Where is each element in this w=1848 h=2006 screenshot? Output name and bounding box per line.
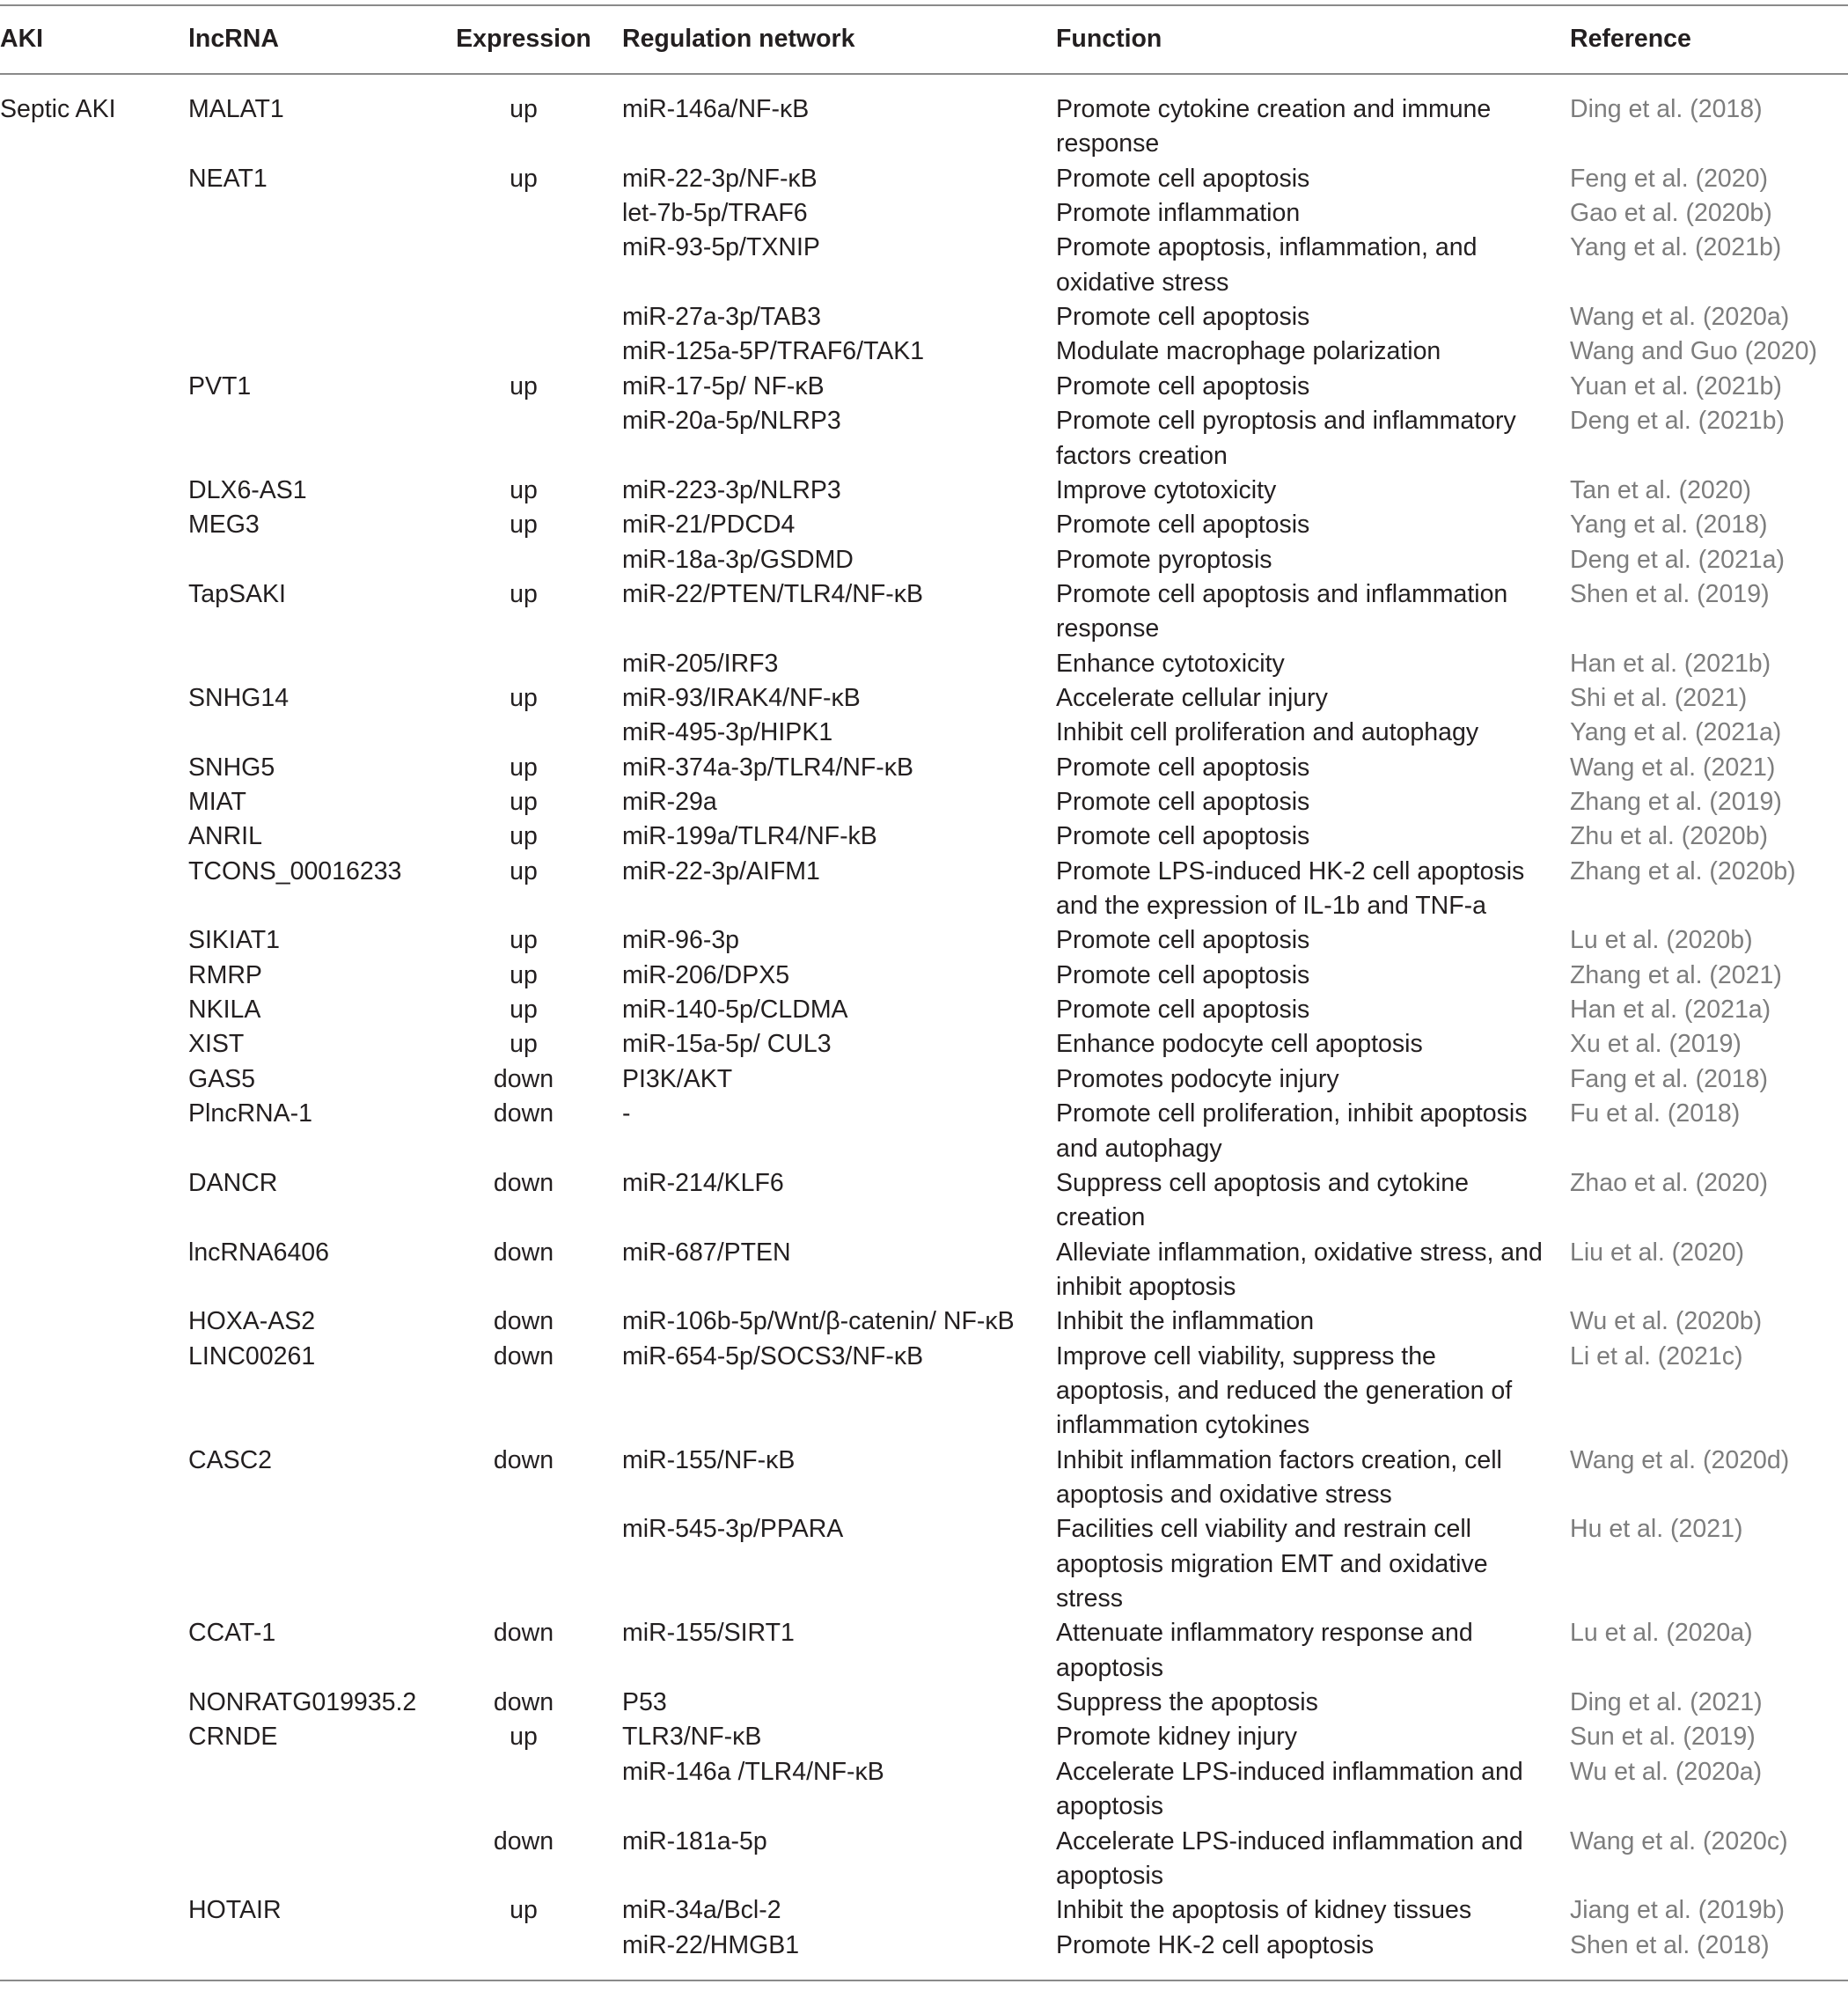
function-line: Promote cell apoptosis bbox=[1056, 164, 1310, 193]
lncrna-cell: GAS5 bbox=[188, 1064, 256, 1093]
reference-link: Gao et al. (2020b) bbox=[1570, 199, 1772, 228]
expression-cell: up bbox=[510, 960, 538, 989]
function-line: creation bbox=[1056, 1203, 1146, 1232]
expression-cell: up bbox=[510, 579, 538, 608]
reference-link: Zhang et al. (2021) bbox=[1570, 960, 1782, 989]
lncrna-cell: LINC00261 bbox=[188, 1341, 316, 1370]
expression-cell: up bbox=[510, 95, 538, 123]
reference-link: Wang et al. (2020c) bbox=[1570, 1826, 1788, 1855]
lncrna-cell: PVT1 bbox=[188, 371, 252, 400]
reference-link: Fu et al. (2018) bbox=[1570, 1099, 1741, 1128]
header-regulation-network: Regulation network bbox=[622, 25, 855, 53]
function-line: Promote apoptosis, inflammation, and bbox=[1056, 233, 1478, 262]
top-rule bbox=[0, 4, 1848, 6]
regulation-network-cell: P53 bbox=[622, 1688, 667, 1717]
function-line: Promote cell apoptosis bbox=[1056, 511, 1310, 540]
regulation-network-cell: miR-93/IRAK4/NF-κB bbox=[622, 683, 861, 712]
function-line: Accelerate LPS-induced inflammation and bbox=[1056, 1757, 1523, 1786]
function-line: Promote cell apoptosis bbox=[1056, 822, 1310, 851]
regulation-network-cell: miR-223-3p/NLRP3 bbox=[622, 475, 841, 504]
reference-link: Shen et al. (2018) bbox=[1570, 1930, 1770, 1959]
lncrna-cell: lncRNA6406 bbox=[188, 1238, 330, 1267]
regulation-network-cell: miR-214/KLF6 bbox=[622, 1168, 784, 1197]
function-line: and autophagy bbox=[1056, 1134, 1222, 1163]
reference-link: Feng et al. (2020) bbox=[1570, 164, 1768, 193]
expression-cell: up bbox=[510, 822, 538, 851]
function-line: Promote HK-2 cell apoptosis bbox=[1056, 1930, 1375, 1959]
function-line: oxidative stress bbox=[1056, 268, 1229, 297]
lncrna-cell: TCONS_00016233 bbox=[188, 856, 402, 885]
header-function: Function bbox=[1056, 25, 1162, 53]
function-line: Suppress the apoptosis bbox=[1056, 1688, 1318, 1717]
reference-link: Wang et al. (2020a) bbox=[1570, 303, 1790, 332]
regulation-network-cell: miR-155/NF-κB bbox=[622, 1445, 796, 1474]
expression-cell: up bbox=[510, 371, 538, 400]
bottom-rule bbox=[0, 1980, 1848, 1981]
function-line: response bbox=[1056, 614, 1160, 643]
lncrna-cell: NKILA bbox=[188, 996, 261, 1025]
expression-cell: down bbox=[493, 1064, 554, 1093]
lncrna-cell: MALAT1 bbox=[188, 95, 284, 123]
function-line: stress bbox=[1056, 1584, 1124, 1613]
expression-cell: up bbox=[510, 788, 538, 816]
expression-cell: down bbox=[493, 1688, 554, 1717]
function-line: Promote cell apoptosis bbox=[1056, 753, 1310, 782]
header-reference: Reference bbox=[1570, 25, 1691, 53]
reference-link: Ding et al. (2018) bbox=[1570, 95, 1763, 123]
regulation-network-cell: miR-15a-5p/ CUL3 bbox=[622, 1030, 832, 1059]
expression-cell: up bbox=[510, 1030, 538, 1059]
reference-link: Liu et al. (2020) bbox=[1570, 1238, 1745, 1267]
lncrna-cell: TapSAKI bbox=[188, 579, 286, 608]
regulation-network-cell: miR-20a-5p/NLRP3 bbox=[622, 407, 841, 436]
regulation-network-cell: miR-17-5p/ NF-κB bbox=[622, 371, 825, 400]
reference-link: Zhu et al. (2020b) bbox=[1570, 822, 1768, 851]
reference-link: Wu et al. (2020a) bbox=[1570, 1757, 1763, 1786]
regulation-network-cell: miR-18a-3p/GSDMD bbox=[622, 545, 854, 574]
function-line: Accelerate cellular injury bbox=[1056, 683, 1328, 712]
function-line: apoptosis, and reduced the generation of bbox=[1056, 1376, 1513, 1405]
regulation-network-cell: miR-29a bbox=[622, 788, 717, 816]
function-line: Accelerate LPS-induced inflammation and bbox=[1056, 1826, 1523, 1855]
regulation-network-cell: miR-22-3p/AIFM1 bbox=[622, 856, 820, 885]
regulation-network-cell: miR-205/IRF3 bbox=[622, 649, 779, 678]
function-line: Improve cytotoxicity bbox=[1056, 475, 1277, 504]
regulation-network-cell: miR-93-5p/TXNIP bbox=[622, 233, 820, 262]
function-line: Inhibit the inflammation bbox=[1056, 1307, 1315, 1336]
function-line: Promote cell apoptosis bbox=[1056, 996, 1310, 1025]
expression-cell: down bbox=[493, 1238, 554, 1267]
header-expression: Expression bbox=[456, 25, 591, 53]
function-line: apoptosis bbox=[1056, 1653, 1164, 1682]
function-line: Promote kidney injury bbox=[1056, 1723, 1298, 1752]
function-line: Enhance cytotoxicity bbox=[1056, 649, 1285, 678]
lncrna-cell: SNHG14 bbox=[188, 683, 290, 712]
function-line: Enhance podocyte cell apoptosis bbox=[1056, 1030, 1423, 1059]
function-line: Promote cell apoptosis bbox=[1056, 926, 1310, 955]
reference-link: Deng et al. (2021b) bbox=[1570, 407, 1785, 436]
lncrna-cell: NEAT1 bbox=[188, 164, 268, 193]
function-line: Promote cell proliferation, inhibit apoptosis bbox=[1056, 1099, 1528, 1128]
expression-cell: up bbox=[510, 926, 538, 955]
lncrna-cell: CCAT-1 bbox=[188, 1619, 276, 1648]
header-aki: AKI bbox=[0, 25, 44, 53]
reference-link: Ding et al. (2021) bbox=[1570, 1688, 1763, 1717]
reference-link: Hu et al. (2021) bbox=[1570, 1515, 1743, 1544]
function-line: Improve cell viability, suppress the bbox=[1056, 1341, 1436, 1370]
expression-cell: up bbox=[510, 164, 538, 193]
reference-link: Li et al. (2021c) bbox=[1570, 1341, 1743, 1370]
reference-link: Zhang et al. (2020b) bbox=[1570, 856, 1796, 885]
function-line: Promote cell apoptosis bbox=[1056, 371, 1310, 400]
regulation-network-cell: let-7b-5p/TRAF6 bbox=[622, 199, 808, 228]
regulation-network-cell: miR-106b-5p/Wnt/β-catenin/ NF-κB bbox=[622, 1307, 1015, 1336]
lncrna-cell: ANRIL bbox=[188, 822, 262, 851]
function-line: Facilities cell viability and restrain cell bbox=[1056, 1515, 1472, 1544]
reference-link: Xu et al. (2019) bbox=[1570, 1030, 1742, 1059]
function-line: Promote cell apoptosis bbox=[1056, 303, 1310, 332]
regulation-network-cell: miR-125a-5P/TRAF6/TAK1 bbox=[622, 337, 925, 366]
reference-link: Lu et al. (2020a) bbox=[1570, 1619, 1753, 1648]
regulation-network-cell: PI3K/AKT bbox=[622, 1064, 733, 1093]
expression-cell: up bbox=[510, 475, 538, 504]
regulation-network-cell: miR-181a-5p bbox=[622, 1826, 767, 1855]
expression-cell: down bbox=[493, 1445, 554, 1474]
lncrna-cell: HOXA-AS2 bbox=[188, 1307, 316, 1336]
reference-link: Wu et al. (2020b) bbox=[1570, 1307, 1763, 1336]
expression-cell: down bbox=[493, 1341, 554, 1370]
function-line: Alleviate inflammation, oxidative stress, and bbox=[1056, 1238, 1543, 1267]
regulation-network-cell: miR-22/PTEN/TLR4/NF-κB bbox=[622, 579, 924, 608]
reference-link: Yang et al. (2021a) bbox=[1570, 718, 1782, 747]
function-line: factors creation bbox=[1056, 441, 1228, 470]
lncrna-cell: HOTAIR bbox=[188, 1896, 282, 1925]
regulation-network-cell: TLR3/NF-κB bbox=[622, 1723, 762, 1752]
function-line: Promote cytokine creation and immune bbox=[1056, 95, 1492, 123]
regulation-network-cell: miR-495-3p/HIPK1 bbox=[622, 718, 833, 747]
function-line: Promote cell pyroptosis and inflammatory bbox=[1056, 407, 1516, 436]
function-line: apoptosis bbox=[1056, 1792, 1164, 1821]
function-line: Promote pyroptosis bbox=[1056, 545, 1272, 574]
function-line: Inhibit the apoptosis of kidney tissues bbox=[1056, 1896, 1472, 1925]
reference-link: Wang and Guo (2020) bbox=[1570, 337, 1817, 366]
regulation-network-cell: miR-140-5p/CLDMA bbox=[622, 996, 848, 1025]
function-line: Promote inflammation bbox=[1056, 199, 1301, 228]
regulation-network-cell: miR-34a/Bcl-2 bbox=[622, 1896, 781, 1925]
lncrna-cell: NONRATG019935.2 bbox=[188, 1688, 417, 1717]
reference-link: Lu et al. (2020b) bbox=[1570, 926, 1753, 955]
lncrna-cell: MEG3 bbox=[188, 511, 260, 540]
reference-link: Yang et al. (2018) bbox=[1570, 511, 1768, 540]
lncrna-cell: DANCR bbox=[188, 1168, 278, 1197]
expression-cell: up bbox=[510, 856, 538, 885]
function-line: Promotes podocyte injury bbox=[1056, 1064, 1339, 1093]
function-line: Attenuate inflammatory response and bbox=[1056, 1619, 1473, 1648]
expression-cell: up bbox=[510, 1896, 538, 1925]
reference-link: Sun et al. (2019) bbox=[1570, 1723, 1756, 1752]
reference-link: Wang et al. (2020d) bbox=[1570, 1445, 1790, 1474]
function-line: apoptosis migration EMT and oxidative bbox=[1056, 1549, 1488, 1578]
reference-link: Fang et al. (2018) bbox=[1570, 1064, 1768, 1093]
regulation-network-cell: miR-146a /TLR4/NF-κB bbox=[622, 1757, 884, 1786]
regulation-network-cell: miR-654-5p/SOCS3/NF-κB bbox=[622, 1341, 924, 1370]
expression-cell: down bbox=[493, 1099, 554, 1128]
reference-link: Yuan et al. (2021b) bbox=[1570, 371, 1782, 400]
regulation-network-cell: miR-21/PDCD4 bbox=[622, 511, 796, 540]
expression-cell: up bbox=[510, 1723, 538, 1752]
function-line: inhibit apoptosis bbox=[1056, 1272, 1236, 1301]
header-rule bbox=[0, 73, 1848, 75]
expression-cell: down bbox=[493, 1168, 554, 1197]
lncrna-cell: SIKIAT1 bbox=[188, 926, 281, 955]
lncrna-cell: RMRP bbox=[188, 960, 262, 989]
reference-link: Han et al. (2021a) bbox=[1570, 996, 1771, 1025]
expression-cell: up bbox=[510, 511, 538, 540]
reference-link: Tan et al. (2020) bbox=[1570, 475, 1751, 504]
regulation-network-cell: miR-22/HMGB1 bbox=[622, 1930, 800, 1959]
expression-cell: down bbox=[493, 1826, 554, 1855]
lncrna-cell: DLX6-AS1 bbox=[188, 475, 307, 504]
header-lncrna: lncRNA bbox=[188, 25, 279, 53]
regulation-network-cell: miR-146a/NF-κB bbox=[622, 95, 810, 123]
aki-group-label: Septic AKI bbox=[0, 95, 116, 123]
regulation-network-cell: miR-374a-3p/TLR4/NF-κB bbox=[622, 753, 914, 782]
lncrna-cell: CRNDE bbox=[188, 1723, 278, 1752]
reference-link: Zhang et al. (2019) bbox=[1570, 788, 1782, 816]
lncrna-cell: XIST bbox=[188, 1030, 245, 1059]
function-line: Promote cell apoptosis and inflammation bbox=[1056, 579, 1508, 608]
function-line: Inhibit inflammation factors creation, cell bbox=[1056, 1445, 1502, 1474]
regulation-network-cell: miR-206/DPX5 bbox=[622, 960, 790, 989]
lncrna-cell: PlncRNA-1 bbox=[188, 1099, 312, 1128]
regulation-network-cell: - bbox=[622, 1099, 631, 1128]
function-line: response bbox=[1056, 129, 1160, 158]
function-line: Promote cell apoptosis bbox=[1056, 960, 1310, 989]
expression-cell: down bbox=[493, 1619, 554, 1648]
function-line: Modulate macrophage polarization bbox=[1056, 337, 1441, 366]
function-line: Promote cell apoptosis bbox=[1056, 788, 1310, 816]
regulation-network-cell: miR-155/SIRT1 bbox=[622, 1619, 795, 1648]
function-line: inflammation cytokines bbox=[1056, 1411, 1310, 1440]
expression-cell: down bbox=[493, 1307, 554, 1336]
reference-link: Han et al. (2021b) bbox=[1570, 649, 1771, 678]
function-line: apoptosis bbox=[1056, 1861, 1164, 1890]
regulation-network-cell: miR-96-3p bbox=[622, 926, 740, 955]
reference-link: Jiang et al. (2019b) bbox=[1570, 1896, 1785, 1925]
lncrna-cell: SNHG5 bbox=[188, 753, 275, 782]
reference-link: Wang et al. (2021) bbox=[1570, 753, 1776, 782]
function-line: and the expression of IL-1b and TNF-a bbox=[1056, 892, 1487, 921]
reference-link: Shen et al. (2019) bbox=[1570, 579, 1770, 608]
expression-cell: up bbox=[510, 683, 538, 712]
function-line: Promote LPS-induced HK-2 cell apoptosis bbox=[1056, 856, 1525, 885]
function-line: Suppress cell apoptosis and cytokine bbox=[1056, 1168, 1469, 1197]
function-line: Inhibit cell proliferation and autophagy bbox=[1056, 718, 1479, 747]
function-line: apoptosis and oxidative stress bbox=[1056, 1481, 1392, 1509]
expression-cell: up bbox=[510, 996, 538, 1025]
reference-link: Shi et al. (2021) bbox=[1570, 683, 1748, 712]
regulation-network-cell: miR-22-3p/NF-κB bbox=[622, 164, 818, 193]
reference-link: Deng et al. (2021a) bbox=[1570, 545, 1785, 574]
lncrna-cell: CASC2 bbox=[188, 1445, 273, 1474]
regulation-network-cell: miR-545-3p/PPARA bbox=[622, 1515, 844, 1544]
regulation-network-cell: miR-27a-3p/TAB3 bbox=[622, 303, 821, 332]
lncrna-cell: MIAT bbox=[188, 788, 246, 816]
expression-cell: up bbox=[510, 753, 538, 782]
regulation-network-cell: miR-199a/TLR4/NF-kB bbox=[622, 822, 877, 851]
reference-link: Yang et al. (2021b) bbox=[1570, 233, 1782, 262]
reference-link: Zhao et al. (2020) bbox=[1570, 1168, 1768, 1197]
regulation-network-cell: miR-687/PTEN bbox=[622, 1238, 791, 1267]
